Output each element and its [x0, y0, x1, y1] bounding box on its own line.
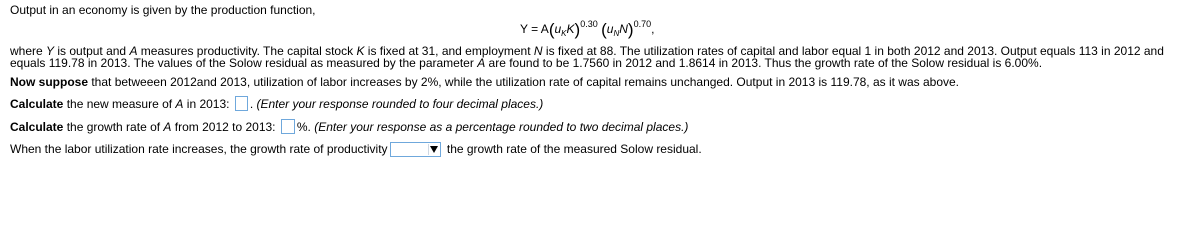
new-a-answer-input[interactable]	[235, 96, 248, 111]
open-paren: (	[548, 20, 555, 39]
question-1: Calculate the new measure of A in 2013: . (Enter your response rounded to four decimal places.)	[10, 97, 544, 111]
intro-text: Output in an economy is given by the production function,	[10, 3, 316, 17]
growth-rate-answer-input[interactable]	[281, 119, 295, 134]
eq-u-n-sub: N	[613, 29, 620, 38]
eq-exp1: 0.30	[580, 19, 598, 29]
production-function-equation	[520, 18, 654, 42]
problem-description: where Y is output and A measures productivity. The capital stock K is fixed at 31, and employment N is fixed at 88. The utilization rates of capital and labor equal 1 in both 2012 and 2013. Output equals 113 in 2012 and equals 119.78 in 2013. The values of the Solow residual as measured by the parameter A are found to be 1.7560 in 2012 and 1.8614 in 2013. Thus the growth rate of the Solow residual is 6.00%.	[10, 44, 1164, 70]
question-2: Calculate the growth rate of A from 2012 to 2013: %. (Enter your response as a percentage rounded to two decimal places.)	[10, 120, 689, 134]
open-paren: (	[601, 20, 607, 39]
equation-lhs: Y = A	[520, 22, 549, 36]
now-suppose-text: Now suppose that betweeen 2012and 2013, utilization of labor increases by 2%, while the utilization rate of capital remains unchanged. Output in 2013 is 119.78, as it was above.	[10, 75, 960, 89]
close-paren: )	[627, 20, 634, 39]
eq-trail: ,	[651, 22, 655, 36]
dropdown-arrow-icon[interactable]	[428, 144, 439, 155]
eq-u-k: u	[554, 22, 562, 36]
eq-u-n: u	[606, 22, 614, 36]
close-paren: )	[574, 20, 581, 39]
eq-n: N	[619, 22, 628, 36]
eq-k: K	[566, 22, 575, 36]
question-3: When the labor utilization rate increases, the growth rate of productivity the growth rate of the measured Solow residual.	[10, 142, 702, 156]
productivity-comparison-dropdown[interactable]	[390, 142, 441, 157]
eq-exp2: 0.70	[633, 19, 652, 29]
eq-u-k-sub: K	[561, 29, 567, 38]
